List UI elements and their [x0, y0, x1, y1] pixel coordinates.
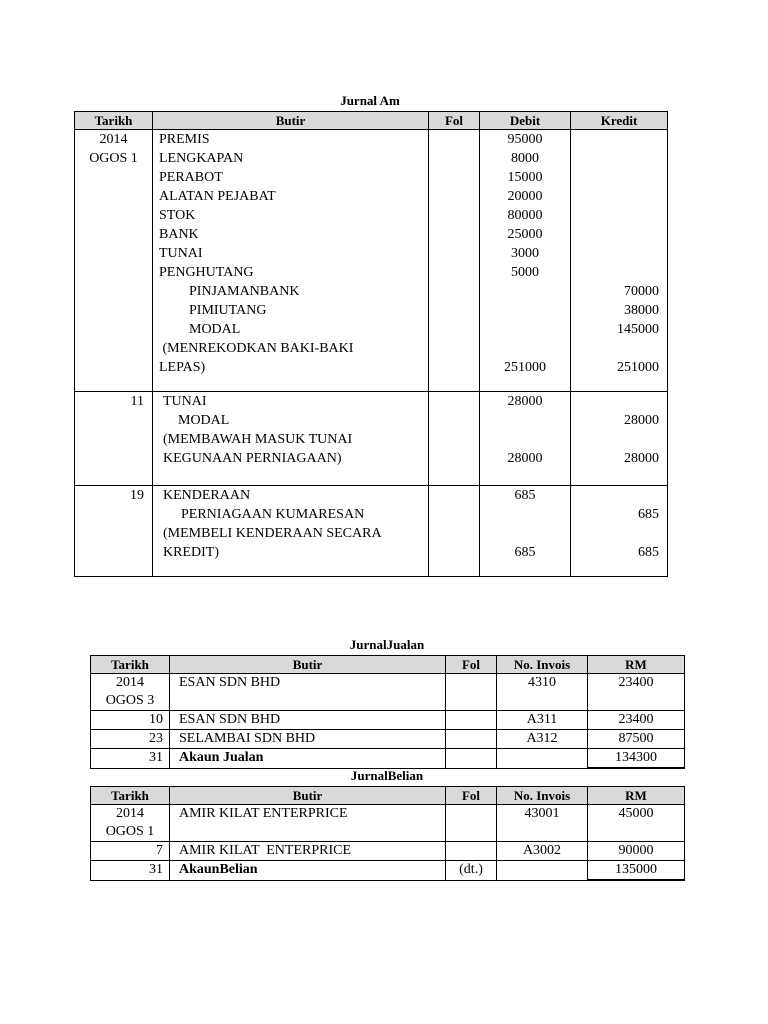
row-rm: 23400 [588, 711, 685, 730]
date-day: 11 [130, 394, 144, 409]
table-row [91, 805, 685, 842]
entry-fol [429, 130, 480, 392]
row-fol [446, 805, 497, 842]
entry-butir [153, 130, 429, 392]
row-date: 31 [91, 749, 170, 769]
kredit-value [571, 263, 659, 282]
entry-line: ALATAN PEJABAT [159, 189, 276, 204]
kredit-total: 28000 [624, 451, 659, 466]
row-fol [446, 730, 497, 749]
row-rm-total: 135000 [588, 861, 685, 881]
entry-debit [480, 486, 571, 577]
entry-line: KEGUNAAN PERNIAGAAN) [163, 451, 342, 466]
kredit-total: 251000 [617, 360, 659, 375]
date-month: OGOS 3 [105, 693, 155, 708]
entry-line: LENGKAPAN [159, 151, 244, 166]
entry-debit [480, 392, 571, 486]
kredit-value [571, 430, 659, 449]
row-invois [497, 861, 588, 881]
row-butir: AMIR KILAT ENTERPRICE [170, 842, 446, 861]
kredit-value [571, 524, 659, 543]
col-header-rm: RM [588, 656, 685, 674]
jurnal-jualan-table [90, 655, 685, 769]
entry-line: BANK [159, 227, 199, 242]
entry-line: (MEMBAWAH MASUK TUNAI [163, 432, 353, 447]
entry-date [75, 486, 153, 577]
table-row [91, 730, 685, 749]
col-header-tarikh: Tarikh [91, 787, 170, 805]
debit-value: 8000 [511, 151, 539, 166]
kredit-value: 70000 [624, 284, 659, 299]
entry-kredit [571, 130, 668, 392]
kredit-value [571, 225, 659, 244]
col-header-debit: Debit [480, 112, 571, 130]
row-butir: ESAN SDN BHD [170, 711, 446, 730]
row-invois: A312 [497, 730, 588, 749]
kredit-value: 145000 [617, 322, 659, 337]
col-header-fol: Fol [446, 787, 497, 805]
entry-line: PIMIUTANG [189, 303, 267, 318]
entry-line: PERNIAGAAN KUMARESAN [181, 507, 365, 522]
date-year: 2014 [99, 132, 128, 147]
row-fol [446, 711, 497, 730]
debit-value: 3000 [511, 246, 539, 261]
header-row [91, 656, 685, 674]
total-row [91, 861, 685, 881]
kredit-value [571, 187, 659, 206]
debit-value: 25000 [507, 227, 543, 242]
jurnal-belian-table [90, 786, 685, 881]
col-header-butir: Butir [170, 656, 446, 674]
entry-kredit [571, 486, 668, 577]
row-invois: 43001 [497, 805, 588, 842]
table-row [91, 711, 685, 730]
date-year: 2014 [116, 806, 144, 821]
debit-value [480, 339, 570, 358]
entry-fol [429, 392, 480, 486]
debit-total: 251000 [504, 360, 546, 375]
col-header-fol: Fol [429, 112, 480, 130]
entry-line: MODAL [189, 322, 241, 337]
jurnal-am-table [74, 111, 668, 577]
journal-entry-3 [75, 486, 668, 577]
row-butir: Akaun Jualan [170, 749, 446, 769]
entry-line: PERABOT [159, 170, 223, 185]
row-invois: A3002 [497, 842, 588, 861]
entry-line: TUNAI [159, 246, 203, 261]
entry-line: LEPAS) [159, 360, 206, 375]
entry-debit [480, 130, 571, 392]
entry-line: KENDERAAN [163, 488, 251, 503]
table-row [91, 674, 685, 711]
entry-line: STOK [159, 208, 196, 223]
entry-date [75, 130, 153, 392]
date-month: OGOS 1 [89, 151, 138, 166]
row-rm: 23400 [588, 674, 685, 711]
kredit-value [571, 244, 659, 263]
jurnal-belian-title: JurnalBelian [350, 768, 424, 783]
debit-total: 28000 [507, 451, 543, 466]
debit-value [480, 430, 570, 449]
debit-value [480, 320, 570, 339]
col-header-fol: Fol [446, 656, 497, 674]
row-butir: SELAMBAI SDN BHD [170, 730, 446, 749]
date-month: OGOS 1 [105, 824, 155, 839]
row-date [91, 805, 170, 842]
row-butir: AMIR KILAT ENTERPRICE [170, 805, 446, 842]
kredit-value [571, 486, 659, 505]
col-header-butir: Butir [153, 112, 429, 130]
entry-line: PINJAMANBANK [189, 284, 300, 299]
col-header-no-invois: No. Invois [497, 787, 588, 805]
kredit-total: 685 [638, 545, 659, 560]
row-invois [497, 749, 588, 769]
kredit-value [571, 149, 659, 168]
kredit-value: 685 [638, 507, 659, 522]
entry-line: TUNAI [163, 394, 207, 409]
col-header-kredit: Kredit [571, 112, 668, 130]
row-date: 10 [91, 711, 170, 730]
row-fol: (dt.) [446, 861, 497, 881]
debit-value [480, 524, 570, 543]
row-fol [446, 674, 497, 711]
debit-value [480, 505, 570, 524]
row-date: 7 [91, 842, 170, 861]
entry-line: PENGHUTANG [159, 265, 254, 280]
kredit-value: 28000 [624, 413, 659, 428]
kredit-value: 38000 [624, 303, 659, 318]
entry-butir [153, 392, 429, 486]
journal-entry-2 [75, 392, 668, 486]
entry-kredit [571, 392, 668, 486]
kredit-value [571, 168, 659, 187]
kredit-value [571, 339, 659, 358]
entry-line: KREDIT) [163, 545, 219, 560]
entry-fol [429, 486, 480, 577]
header-row [75, 112, 668, 130]
entry-butir [153, 486, 429, 577]
row-date: 31 [91, 861, 170, 881]
entry-date [75, 392, 153, 486]
debit-value [480, 282, 570, 301]
row-rm: 87500 [588, 730, 685, 749]
table-row [91, 842, 685, 861]
row-rm-total: 134300 [588, 749, 685, 769]
col-header-tarikh: Tarikh [91, 656, 170, 674]
debit-value: 15000 [507, 170, 543, 185]
kredit-value [571, 206, 659, 225]
row-fol [446, 842, 497, 861]
row-invois: 4310 [497, 674, 588, 711]
row-invois: A311 [497, 711, 588, 730]
date-year: 2014 [116, 675, 144, 690]
debit-value [480, 301, 570, 320]
row-date [91, 674, 170, 711]
header-row [91, 787, 685, 805]
kredit-value [571, 130, 659, 149]
jurnal-am-title: Jurnal Am [340, 93, 400, 108]
date-day: 19 [130, 488, 144, 503]
debit-value: 28000 [507, 394, 543, 409]
col-header-butir: Butir [170, 787, 446, 805]
row-rm: 90000 [588, 842, 685, 861]
debit-value: 685 [514, 488, 536, 503]
journal-entry-1 [75, 130, 668, 392]
debit-total: 685 [514, 545, 536, 560]
debit-value: 20000 [507, 189, 543, 204]
entry-line: (MEMBELI KENDERAAN SECARA [163, 526, 382, 541]
entry-line: MODAL [178, 413, 230, 428]
row-butir: AkaunBelian [170, 861, 446, 881]
row-date: 23 [91, 730, 170, 749]
debit-value: 80000 [507, 208, 543, 223]
debit-value [480, 411, 570, 430]
debit-value: 5000 [511, 265, 539, 280]
col-header-tarikh: Tarikh [75, 112, 153, 130]
row-fol [446, 749, 497, 769]
entry-line: PREMIS [159, 132, 210, 147]
jurnal-jualan-title: JurnalJualan [349, 637, 425, 652]
kredit-value [571, 392, 659, 411]
row-butir: ESAN SDN BHD [170, 674, 446, 711]
col-header-no-invois: No. Invois [497, 656, 588, 674]
debit-value: 95000 [507, 132, 543, 147]
col-header-rm: RM [588, 787, 685, 805]
entry-line: (MENREKODKAN BAKI-BAKI [159, 341, 354, 356]
row-rm: 45000 [588, 805, 685, 842]
total-row [91, 749, 685, 769]
